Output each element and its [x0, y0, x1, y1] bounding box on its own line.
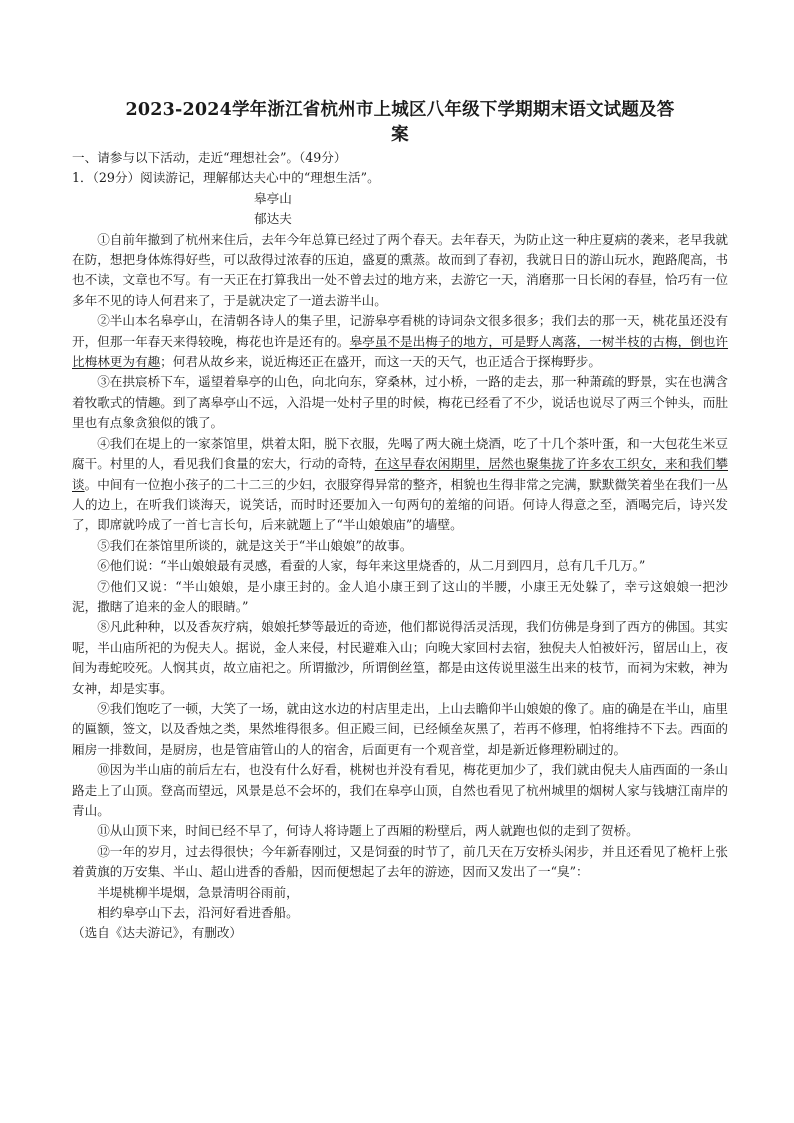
paragraph-4-text-b: 。中间有一位抱小孩子的二十二三的少妇，衣服穿得异常的整齐，相貌也生得非常之完满，默默微笑着坐在我们一丛人的边上，在听我们谈海天，说笑话，而时时还要加入一句两句的羞缩的问语。何诗人得意之至，酒喝完后，诗兴发了，即席就吟成了一首七言长句，后来就题上了“半山娘娘庙”的墙壁。	[72, 476, 729, 533]
document-page	[72, 0, 728, 944]
paragraph-12: ⑫一年的岁月，过去得很快；今年新春刚过，又是饲蚕的时节了，前几天在万安桥头闲步，并且还看见了桅杆上张着黄旗的万安集、半山、超山进香的香船，因而便想起了去年的游迹，因而又发出了一“臭”：	[72, 843, 728, 880]
source-note: （选自《达夫游记》，有删改）	[72, 925, 243, 941]
paragraph-2-text-a: ②半山本名皋亭山，在清朝各诗人的集子里，记游皋亭看桃的诗词杂文很多很多；我们去的那一天，桃花虽还没有开，但那一年春天来得较晚，梅花也许是还有的。	[72, 313, 728, 349]
article-author: 郁达夫	[254, 211, 292, 227]
section-heading: 一、请参与以下活动，走近“理想社会”。（49分）	[72, 150, 347, 165]
paragraph-7: ⑦他们又说：“半山娘娘，是小康王封的。金人追小康王到了这山的半腰，小康王无处躲了，幸亏这娘娘一把沙泥，撒瞎了追来的金人的眼睛。”	[72, 578, 728, 614]
paragraph-2	[72, 311, 728, 372]
paragraph-2-underlined: 皋亭虽不是出梅子的地方，可是野人离落，一树半枝的古梅，倒也许比梅林更为有趣	[72, 333, 729, 370]
title-line-2: 案	[391, 125, 409, 145]
paragraph-10: ⑩因为半山庙的前后左右，也没有什么好看，桃树也并没有看见，梅花更加少了，我们就由倪夫人庙西面的一条山路走上了山顶。登高而望远，风景是总不会坏的，我们在皋亭山顶，自然也看见了杭州城里的烟树人家与钱塘江南岸的青山。	[72, 762, 728, 818]
paragraph-4-underlined: 在这早春农闲期里，居然也聚集拢了许多农工织女，来和我们攀谈	[72, 456, 729, 492]
title-line-1: 2023-2024学年浙江省杭州市上城区八年级下学期期末语文试题及答	[125, 100, 675, 120]
paragraph-3: ③在拱宸桥下车，遥望着皋亭的山色，向北向东，穿桑林，过小桥，一路的走去，那一种萧疏的野景，实在也满含着牧歌式的情趣。到了离皋亭山不远，入沿堤一处村子里的时候，梅花已经看了不少，说话也说尽了两三个钟头，而肚里也有点象贪狼似的饿了。	[72, 374, 728, 431]
paragraph-11: ⑪从山顶下来，时间已经不早了，何诗人将诗题上了西厢的粉壁后，两人就跑也似的走到了贺桥。	[97, 823, 639, 839]
paragraph-1: ①自前年撤到了杭州来住后，去年今年总算已经过了两个春天。去年春天，为防止这一种庄夏病的袭来，老早我就在防，想把身体炼得好些，可以敌得过浓春的压迫，盛夏的熏蒸。故而到了春初，我就日日的游山玩水，跑路爬高，书也不读，文章也不写。有一天正在打算我出一处不曾去过的地方来，去游它一天，消磨那一日长闲的春昼，恰巧有一位多年不见的诗人何君来了，于是就决定了一道去游半山。	[72, 231, 728, 308]
paragraph-6: ⑥他们说：“半山娘娘最有灵感，看蚕的人家，每年来这里烧香的，从二月到四月，总有几千几万。”	[97, 558, 646, 574]
paragraph-2-text-b: ；何君从故乡来，说近梅还正在盛开，而这一天的天气，也正适合于探梅野步。	[160, 354, 601, 370]
paragraph-8: ⑧凡此种种，以及香灰疗病，娘娘托梦等最近的奇迹，他们都说得活灵活现，我们仿佛是身到了西方的佛国。其实呢，半山庙所祀的为倪夫人。据说，金人来侵，村民避难入山；向晚大家回村去宿，独倪夫人怕被奸污，留居山上，夜间为毒蛇咬死。人悯其贞，故立庙祀之。所谓撤沙，所谓倒丝篁，都是由这传说里滋生出来的枝节，而祠为宋敕，神为女神，却是实事。	[72, 619, 728, 696]
paragraph-9: ⑨我们饱吃了一顿，大笑了一场，就由这水边的村店里走出，上山去瞻仰半山娘娘的像了。庙的确是在半山，庙里的匾额，签文，以及香烛之类，果然堆得很多。但正殿三间，已经倾垒灰黑了，若再不修理，怕将维持不下去。西面的厢房一排数间，是厨房，也是管庙管山的人的宿舍，后面更有一个观音堂，却是新近修理粉刷过的。	[72, 700, 728, 757]
paragraph-4	[72, 434, 728, 536]
question-prompt: 1．（29分）阅读游记，理解郁达夫心中的“理想生活”。	[72, 170, 380, 186]
document-title	[72, 98, 728, 148]
poem-line-1: 半堤桃柳半堤烟，急景清明谷雨前，	[97, 884, 299, 900]
poem-line-2: 相约皋亭山下去，沿河好看进香船。	[97, 905, 299, 921]
paragraph-4-text-a: ④我们在堤上的一家茶馆里，烘着太阳，脱下衣服，先喝了两大碗土烧酒，吃了十几个茶叶蛋，和一大包花生米豆腐干。村里的人，看见我们食量的宏大，行动的奇特，	[72, 435, 728, 472]
paragraph-5: ⑤我们在茶馆里所谈的，就是这关于“半山娘娘”的故事。	[97, 537, 413, 553]
article-title: 皋亭山	[254, 190, 292, 206]
